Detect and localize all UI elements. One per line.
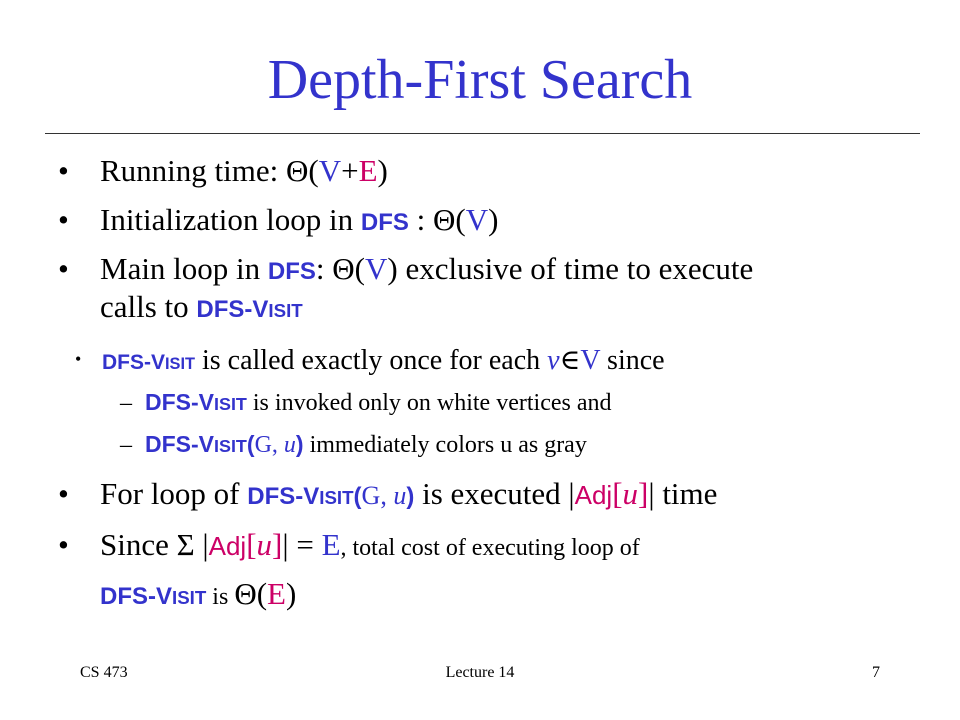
var-v: V — [465, 202, 489, 237]
keyword-smallcaps: ISIT — [214, 394, 247, 414]
var-v: V — [365, 251, 388, 286]
paren-close: ) — [295, 431, 304, 457]
bullet-rest: since — [600, 345, 665, 376]
keyword-part: DFS-V — [100, 583, 172, 610]
var-u: u — [393, 481, 407, 510]
var-e: E — [267, 576, 286, 611]
var-v: V — [318, 153, 342, 188]
bullet-main-loop — [58, 251, 753, 287]
subbullet-text: is invoked only on white vertices and — [246, 390, 612, 416]
dfs-keyword: DFS — [360, 209, 409, 236]
dash-bullet: – — [120, 390, 132, 416]
theta: Θ( — [286, 153, 319, 188]
adj-label: Adj — [574, 480, 613, 510]
bullet-rest: exclusive of time to execute — [397, 251, 754, 286]
var-u: u — [283, 432, 296, 458]
paren-close: ) — [285, 576, 297, 611]
keyword-smallcaps: ISIT — [214, 436, 247, 456]
subbullet-colors-gray — [120, 431, 587, 459]
bullet-since-sum — [58, 527, 640, 563]
equals: | = — [282, 527, 322, 562]
var-v: V — [580, 345, 601, 376]
var-u: u — [256, 527, 273, 562]
bullet-label: Initialization loop in — [100, 202, 361, 237]
separator: : — [315, 251, 333, 286]
bracket-open: [ — [246, 527, 257, 562]
bracket-close: ] — [272, 527, 283, 562]
bullet-main-loop-continuation — [100, 289, 303, 325]
bullet-for-loop — [58, 476, 717, 512]
comma: , — [380, 481, 394, 510]
dfs-visit-keyword — [102, 351, 195, 374]
paren-open: ( — [353, 483, 362, 510]
continuation-label: calls to — [100, 289, 197, 324]
var-g: G — [361, 481, 381, 510]
var-e: E — [321, 527, 341, 562]
dfs-visit-call — [247, 483, 361, 510]
paren-open: ( — [246, 431, 255, 457]
keyword-part: DFS-V — [145, 389, 214, 415]
dfs-visit-keyword — [100, 583, 206, 610]
keyword-smallcaps: ISIT — [172, 587, 207, 608]
footer-page-number: 7 — [872, 664, 880, 681]
subbullet-text: immediately colors u as gray — [303, 432, 587, 458]
var-v-italic: v — [547, 345, 560, 376]
continuation-is: is — [206, 584, 235, 610]
bullet-dot: • — [58, 476, 69, 511]
bullet-rest: , total cost of executing loop of — [340, 535, 640, 561]
bracket-open: [ — [612, 476, 623, 511]
keyword-smallcaps: ISIT — [165, 355, 195, 373]
var-u: u — [622, 476, 639, 511]
footer-lecture: Lecture 14 — [445, 664, 515, 681]
bullet-end: | time — [648, 476, 718, 511]
bullet-text: is called exactly once for each — [195, 345, 548, 376]
keyword-part: DFS-V — [102, 351, 165, 374]
bullet-running-time — [58, 153, 388, 189]
bullet-dot: • — [58, 202, 69, 237]
keyword-part: DFS-V — [145, 431, 214, 457]
comma: , — [271, 432, 284, 458]
var-e: E — [358, 153, 378, 188]
title-divider — [45, 133, 920, 134]
bullet-label: For loop of — [100, 476, 248, 511]
footer-course: CS 473 — [80, 664, 128, 681]
dfs-keyword: DFS — [267, 258, 316, 285]
paren-close: ) — [406, 483, 415, 510]
bullet-dot: • — [58, 153, 69, 188]
keyword-part: DFS-V — [247, 483, 320, 510]
bullet-dot: • — [58, 527, 69, 562]
bullet-since-sum-continuation — [100, 576, 296, 612]
theta: Θ( — [234, 576, 268, 611]
element-of: ∈ — [559, 345, 581, 376]
dash-bullet: – — [120, 432, 132, 458]
bullet-label: Since Σ | — [100, 527, 209, 562]
keyword-smallcaps: ISIT — [268, 300, 303, 321]
separator: : — [408, 202, 433, 237]
dfs-visit-call — [145, 431, 255, 457]
slide-title: Depth-First Search — [267, 49, 693, 111]
keyword-smallcaps: ISIT — [319, 487, 354, 508]
bracket-close: ] — [638, 476, 649, 511]
theta: Θ( — [332, 251, 366, 286]
plus-sign: + — [341, 153, 359, 188]
bullet-dot: • — [58, 251, 69, 286]
bullet-label: Running time: — [100, 153, 286, 188]
subbullet-white-vertices — [120, 389, 611, 417]
var-g: G — [254, 432, 272, 458]
paren-close: ) — [377, 153, 388, 188]
bullet-initialization — [58, 202, 498, 238]
dfs-visit-keyword — [196, 296, 302, 323]
theta: Θ( — [433, 202, 466, 237]
adj-label: Adj — [208, 531, 247, 561]
bullet-mid: is executed | — [414, 476, 575, 511]
bullet-dfs-visit-called — [75, 343, 665, 377]
bullet-label: Main loop in — [100, 251, 268, 286]
keyword-part: DFS-V — [196, 296, 269, 323]
dfs-visit-keyword — [145, 389, 247, 415]
paren-close: ) — [488, 202, 499, 237]
bullet-dot: • — [75, 349, 82, 369]
paren-close: ) — [387, 251, 398, 286]
